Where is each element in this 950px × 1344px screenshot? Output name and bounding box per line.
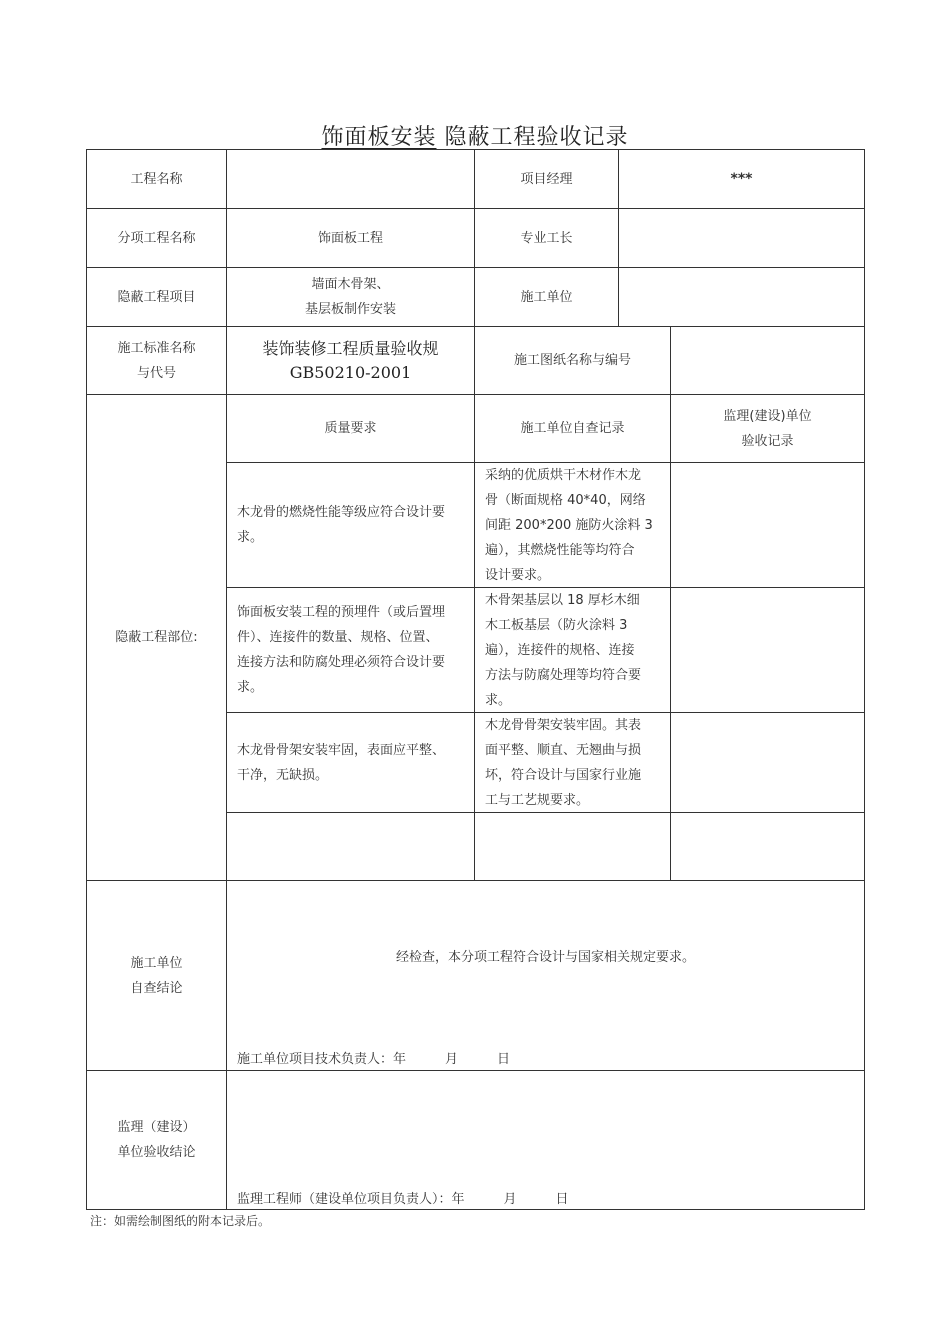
record-2-line: 求。	[485, 692, 512, 708]
record-3	[475, 713, 670, 812]
record-1-line: 骨（断面规格 40*40，网络	[485, 492, 646, 508]
foreman-label: 专业工长	[520, 230, 573, 246]
standard-value	[227, 327, 474, 394]
standard-value-line2: GB50210-2001	[289, 362, 412, 382]
record-2-line: 方法与防腐处理等均符合要	[485, 667, 642, 683]
hidden-item-label: 隐蔽工程项目	[117, 289, 196, 305]
self-conclusion-label-line2: 自查结论	[130, 980, 183, 996]
record-1-line: 设计要求。	[485, 567, 551, 583]
supervision-3	[671, 713, 864, 812]
hidden-item-line2: 基层板制作安装	[304, 302, 396, 317]
supervision-conclusion-label-line1: 监理（建设）	[117, 1120, 196, 1135]
record-3-line: 坏，符合设计与国家行业施	[485, 767, 642, 783]
requirement-1-line: 求。	[237, 530, 264, 545]
drawing-value	[671, 327, 864, 394]
standard-value-line1: 装饰装修工程质量验收规	[262, 338, 439, 358]
record-3-line: 工与工艺规要求。	[485, 792, 590, 808]
requirement-2-line: 连接方法和防腐处理必须符合设计要	[237, 655, 446, 670]
standard-label-line1: 施工标准名称	[117, 340, 196, 356]
requirement-3-line: 干净，无缺损。	[237, 767, 329, 783]
foreman-value	[619, 209, 864, 267]
record-1-line: 遍），其燃烧性能等均符合	[485, 542, 635, 558]
record-2	[475, 588, 670, 712]
supervision-1	[671, 463, 864, 587]
record-1-line: 间距 200*200 施防火涂料 3	[485, 517, 653, 533]
requirement-3-line: 木龙骨骨架安装牢固，表面应平整、	[237, 742, 446, 758]
footnote: 注：如需绘制图纸的附本记录后。	[90, 1214, 271, 1228]
subitem-label: 分项工程名称	[117, 230, 196, 246]
subitem-value: 饰面板工程	[317, 230, 383, 246]
col-quality-header: 质量要求	[324, 421, 377, 436]
self-conclusion-label-line1: 施工单位	[130, 955, 183, 971]
self-conclusion-label	[87, 881, 226, 1070]
title-part1: 饰面板安装	[321, 125, 437, 150]
record-table	[86, 149, 865, 1210]
supervision-2	[671, 588, 864, 712]
record-2-line: 木工板基层（防火涂料 3	[485, 617, 628, 633]
project-manager-value: ***	[730, 170, 753, 187]
unit-value	[619, 268, 864, 326]
record-3-line: 木龙骨骨架安装牢固。其表	[485, 717, 642, 733]
requirement-3	[227, 713, 474, 812]
page-title	[0, 120, 950, 151]
supervision-conclusion-sign: 监理工程师（建设单位项目负责人）：年 月 日	[237, 1192, 569, 1207]
record-2-line: 遍），连接件的规格、连接	[485, 642, 635, 658]
standard-label-line2: 与代号	[136, 365, 176, 381]
project-name-value	[227, 150, 474, 208]
project-manager-label: 项目经理	[520, 171, 573, 187]
hidden-item-line1: 墙面木骨架、	[311, 277, 390, 292]
supervision-conclusion-label	[87, 1071, 226, 1209]
standard-label	[87, 327, 226, 394]
project-name-label: 工程名称	[130, 171, 183, 187]
record-2-line: 木骨架基层以 18 厚杉木细	[485, 592, 640, 608]
requirement-2-line: 求。	[237, 680, 264, 695]
self-conclusion-text: 经检查，本分项工程符合设计与国家相关规定要求。	[395, 950, 695, 965]
requirement-1	[227, 463, 474, 587]
location-label: 隐蔽工程部位:	[115, 630, 198, 645]
record-3-line: 面平整、顺直、无翘曲与损	[485, 742, 642, 758]
requirement-2-line: 饰面板安装工程的预埋件（或后置埋	[237, 605, 446, 620]
col-supervision-header	[671, 395, 864, 462]
record-1	[475, 463, 670, 587]
requirement-2-line: 件）、连接件的数量、规格、位置、	[237, 630, 439, 645]
record-1-line: 采纳的优质烘干木材作木龙	[485, 467, 642, 483]
requirement-1-line: 木龙骨的燃烧性能等级应符合设计要	[237, 505, 446, 520]
col-self-check-header: 施工单位自查记录	[520, 421, 625, 436]
self-conclusion-sign: 施工单位项目技术负责人：年 月 日	[237, 1052, 511, 1067]
requirement-2	[227, 588, 474, 712]
col-supervision-line2: 验收记录	[741, 433, 794, 449]
hidden-item-value	[227, 268, 474, 326]
supervision-conclusion-label-line2: 单位验收结论	[117, 1145, 196, 1160]
unit-label: 施工单位	[520, 289, 573, 305]
title-part2: 隐蔽工程验收记录	[444, 125, 629, 150]
col-supervision-line1: 监理(建设)单位	[723, 408, 812, 424]
drawing-label: 施工图纸名称与编号	[513, 353, 631, 368]
